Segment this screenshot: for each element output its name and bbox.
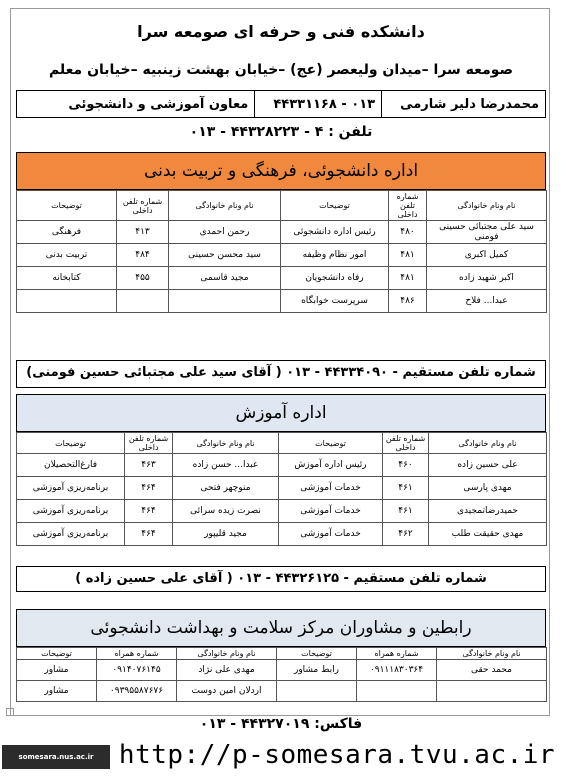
deputy-phone: ۰۱۳ - ۴۴۳۳۱۱۶۸ — [273, 96, 376, 112]
college-address: صومعه سرا –میدان ولیعصر (عج) –خیابان بهشت زینبیه –خیابان معلم — [48, 62, 514, 78]
column-header: نام ونام خانوادگی — [173, 433, 279, 454]
table-cell: ۰۹۱۴۰۷۶۱۴۵ — [97, 660, 177, 681]
table-cell: ۴۶۱ — [383, 500, 429, 523]
main-phone: تلفن : ۴ - ۴۴۳۲۸۲۲۳ - ۰۱۳ — [189, 124, 373, 140]
table-cell: اردلان امین دوست — [177, 681, 277, 702]
column-header: شماره همراه — [97, 648, 177, 660]
table-row — [17, 290, 547, 313]
table-cell: مشاور — [17, 660, 97, 681]
table-cell: ۴۶۲ — [383, 523, 429, 546]
table-cell: سرپرست خوابگاه — [281, 290, 389, 313]
column-header: توضیحات — [17, 433, 125, 454]
table-row — [17, 523, 547, 546]
table-cell: سید محسن حسینی — [169, 244, 281, 267]
divider — [254, 91, 267, 117]
table-cell: ۴۱۳ — [117, 221, 169, 244]
table-cell: خدمات آموزشی — [279, 523, 383, 546]
table-cell: مجید قلیپور — [173, 523, 279, 546]
table-cell: رفاه دانشجویان — [281, 267, 389, 290]
student-affairs-direct-phone: شماره تلفن مستقیم - ۴۴۳۳۴۰۹۰ - ۰۱۳ ( آقای سید علی مجتبائی حسین فومنی) — [16, 360, 546, 388]
table-row — [17, 244, 547, 267]
table-row — [17, 221, 547, 244]
table-cell: عبدا... حسن زاده — [173, 454, 279, 477]
table-cell: ۴۸۱ — [389, 244, 427, 267]
table-cell: ۴۵۵ — [117, 267, 169, 290]
deputy-box — [16, 90, 546, 118]
table-cell: مهدی علی نژاد — [177, 660, 277, 681]
table-header-row — [17, 648, 547, 660]
student-affairs-table — [16, 190, 547, 313]
column-header: شماره تلفن داخلی — [383, 433, 429, 454]
table-cell: مجید قاسمی — [169, 267, 281, 290]
table-cell: تربیت بدنی — [17, 244, 117, 267]
column-header: توضیحات — [279, 433, 383, 454]
deputy-title: معاون آموزشی و دانشجوئی — [68, 96, 249, 112]
table-cell: مهدی حقیقت طلب — [429, 523, 547, 546]
table-row — [17, 454, 547, 477]
table-cell: خدمات آموزشی — [279, 477, 383, 500]
education-table — [16, 432, 547, 546]
table-header-row — [17, 191, 547, 221]
column-header: نام ونام خانوادگی — [437, 648, 547, 660]
table-cell: ۴۶۳ — [125, 454, 173, 477]
table-cell: ۰۹۱۱۱۸۳۰۳۶۴ — [357, 660, 437, 681]
column-header: توضیحات — [17, 648, 97, 660]
table-cell: ۴۶۱ — [383, 477, 429, 500]
column-header: شماره تلفن داخلی — [125, 433, 173, 454]
table-cell: رابط مشاور — [277, 660, 357, 681]
table-row — [17, 660, 547, 681]
column-header: نام ونام خانوادگی — [177, 648, 277, 660]
site-tag: somesara.nus.ac.ir — [2, 745, 110, 769]
table-cell: رئیس اداره دانشجوئی — [281, 221, 389, 244]
table-cell: امور نظام وظیفه — [281, 244, 389, 267]
table-row — [17, 477, 547, 500]
column-header: نام ونام خانوادگی — [169, 191, 281, 221]
column-header: توضیحات — [277, 648, 357, 660]
table-cell: برنامه‌ریزی آموزشی — [17, 523, 125, 546]
table-cell: خدمات آموزشی — [279, 500, 383, 523]
college-title: دانشکده فنی و حرفه ای صومعه سرا — [137, 22, 425, 41]
table-cell: حمیدرضا‌تمجیدی — [429, 500, 547, 523]
table-cell — [169, 290, 281, 313]
table-cell: ۴۶۴ — [125, 500, 173, 523]
column-header: شماره همراه — [357, 648, 437, 660]
table-cell — [17, 290, 117, 313]
table-cell: مهدی پارسی — [429, 477, 547, 500]
table-cell: ۴۶۴ — [125, 523, 173, 546]
table-cell: ۴۶۰ — [383, 454, 429, 477]
section-title-health: رابطین و مشاوران مرکز سلامت و بهداشت دانشجوئی — [16, 609, 546, 647]
table-cell: فارغ‌التحصیلان — [17, 454, 125, 477]
section-title-education: اداره آموزش — [16, 394, 546, 432]
section-title-student-affairs: اداره دانشجوئی، فرهنگی و تربیت بدنی — [16, 152, 546, 190]
table-cell: رحمن احمدی — [169, 221, 281, 244]
corner-mark — [6, 708, 14, 716]
table-cell: ۴۶۴ — [125, 477, 173, 500]
table-cell: ۴۸۴ — [117, 244, 169, 267]
table-cell: ۴۸۰ — [389, 221, 427, 244]
table-cell — [277, 681, 357, 702]
table-cell: ۴۸۶ — [389, 290, 427, 313]
table-row — [17, 681, 547, 702]
table-header-row — [17, 433, 547, 454]
table-cell: ۰۹۳۹۵۵۸۷۶۷۶ — [97, 681, 177, 702]
table-cell: عبدا... فلاح — [427, 290, 547, 313]
table-cell: نصرت زیده سرائی — [173, 500, 279, 523]
column-header: شماره تلفن داخلی — [117, 191, 169, 221]
education-direct-phone: شماره تلفن مستقیم - ۴۴۳۲۶۱۲۵ - ۰۱۳ ( آقای علی حسین زاده ) — [16, 566, 546, 592]
table-cell: رئیس اداره آموزش — [279, 454, 383, 477]
column-header: توضیحات — [281, 191, 389, 221]
table-cell: اکبر شهید زاده — [427, 267, 547, 290]
fax-number: فاکس: ۴۴۳۲۷۰۱۹ - ۰۱۳ — [199, 716, 363, 732]
deputy-name: محمدرضا دلیر شارمی — [400, 96, 539, 112]
divider — [381, 91, 394, 117]
table-cell: منوچهر فتحی — [173, 477, 279, 500]
table-cell — [437, 681, 547, 702]
table-cell: علی حسین زاده — [429, 454, 547, 477]
table-cell: سید علی مجتبائی حسینی فومنی — [427, 221, 547, 244]
table-cell — [117, 290, 169, 313]
column-header: شماره تلفن داخلی — [389, 191, 427, 221]
table-cell: فرهنگی — [17, 221, 117, 244]
table-cell — [357, 681, 437, 702]
table-cell: مشاور — [17, 681, 97, 702]
table-row — [17, 267, 547, 290]
table-cell: محمد حقی — [437, 660, 547, 681]
table-cell: برنامه‌ریزی آموزشی — [17, 477, 125, 500]
column-header: نام ونام خانوادگی — [427, 191, 547, 221]
table-cell: برنامه‌ریزی آموزشی — [17, 500, 125, 523]
health-table — [16, 647, 547, 702]
website-url[interactable]: http://p-somesara.tvu.ac.ir — [118, 740, 556, 770]
column-header: نام ونام خانوادگی — [429, 433, 547, 454]
table-cell: کمیل اکبری — [427, 244, 547, 267]
column-header: توضیحات — [17, 191, 117, 221]
table-row — [17, 500, 547, 523]
table-cell: کتابخانه — [17, 267, 117, 290]
table-cell: ۴۸۱ — [389, 267, 427, 290]
